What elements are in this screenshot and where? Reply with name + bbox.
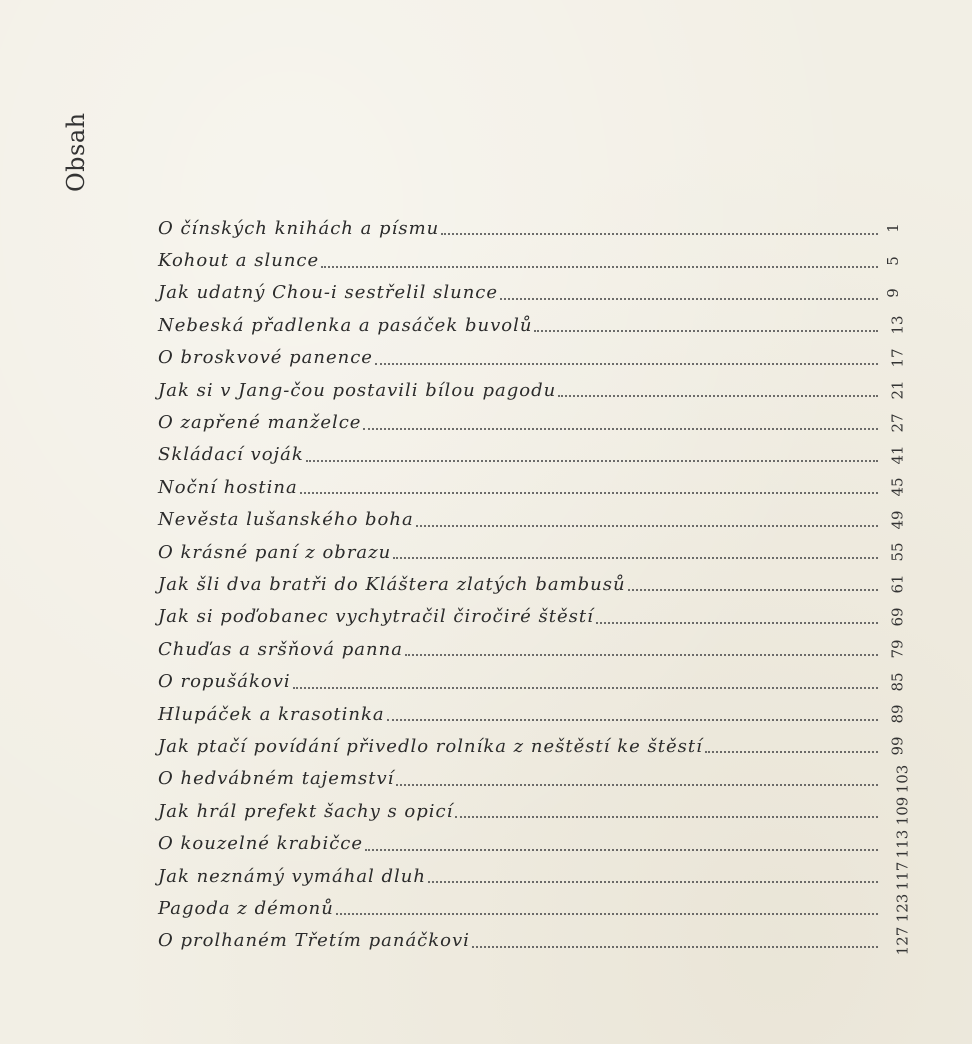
dot-leader [405,654,878,656]
dot-leader [387,719,878,721]
dot-leader [628,589,878,591]
toc-row [158,860,912,892]
toc-row [158,277,902,309]
toc-entry-title: Jak ptačí povídání přivedlo rolníka z neštěstí ke štěstí [158,735,703,757]
toc-page-number: 113 [893,829,912,858]
page-title: Obsah [62,112,90,192]
toc-entry-title: Pagoda z démonů [158,897,334,919]
toc-entry-title: Chuďas a sršňová panna [158,638,403,660]
dot-leader [455,816,878,818]
toc-entry-title: O kouzelné krabičce [158,833,364,855]
dot-leader [363,428,878,430]
toc-row [158,244,902,276]
toc-row [158,763,912,795]
toc-entry-title: O zapřené manželce [158,412,362,434]
toc-page-number: 103 [893,764,912,794]
table-of-contents [158,212,912,957]
toc-entry-title: O broskvové panence [158,347,373,369]
toc-page-number: 17 [888,348,907,368]
toc-page-number: 109 [893,796,912,826]
toc-page-number: 13 [888,315,907,335]
toc-row [158,374,907,406]
dot-leader [558,395,878,397]
toc-page-number: 21 [888,380,907,400]
toc-page-number: 99 [888,736,907,756]
toc-row [158,827,912,859]
toc-row [158,730,907,762]
toc-entry-title: Nevěsta lušanského boha [158,509,414,531]
toc-row [158,698,907,730]
toc-entry-title: Jak udatný Chou-i sestřelil slunce [158,282,499,304]
dot-leader [300,492,878,494]
toc-page-number: 27 [888,412,907,433]
toc-row [158,406,907,438]
dot-leader [500,298,878,300]
toc-row [158,795,912,827]
toc-entry-title: Noční hostina [158,476,298,498]
toc-entry-title: Nebeská přadlenka a pasáček buvolů [158,314,533,336]
toc-page-number: 9 [883,288,902,298]
toc-row [158,309,907,341]
dot-leader [472,946,878,948]
toc-row [158,536,907,568]
dot-leader [534,330,878,332]
dot-leader [393,557,878,559]
toc-row [158,471,907,503]
toc-entry-title: O ropušákovi [158,671,291,693]
dot-leader [293,687,878,689]
dot-leader [321,266,878,268]
dot-leader [441,233,878,235]
toc-row [158,892,912,924]
toc-page-number: 85 [888,672,907,692]
toc-row [158,212,902,244]
toc-page-number: 61 [888,574,907,595]
toc-page-number: 89 [888,704,907,724]
toc-entry-title: Skládací voják [158,444,304,466]
toc-entry-title: O čínských knihách a písmu [158,217,440,239]
toc-page-number: 1 [883,223,902,233]
toc-entry-title: Hlupáček a krasotinka [158,703,385,725]
toc-entry-title: O prolhaném Třetím panáčkovi [158,930,470,952]
dot-leader [596,622,878,624]
toc-page-number: 117 [893,861,912,891]
toc-row [158,665,907,697]
toc-entry-title: O krásné paní z obrazu [158,541,392,563]
toc-entry-title: Jak šli dva bratři do Kláštera zlatých bambusů [158,573,626,595]
dot-leader [365,849,878,851]
toc-page-number: 55 [888,542,907,562]
dot-leader [428,881,878,883]
toc-page-number: 41 [888,445,907,465]
toc-page-number: 49 [888,510,907,530]
toc-page-number: 127 [893,926,912,956]
toc-page-number: 45 [888,477,907,497]
toc-row [158,568,907,600]
dot-leader [416,525,878,527]
dot-leader [396,784,878,786]
dot-leader [336,913,878,915]
toc-row [158,601,907,633]
dot-leader [375,363,878,365]
toc-row [158,439,907,471]
toc-entry-title: Kohout a slunce [158,250,320,272]
toc-entry-title: Jak hrál prefekt šachy s opicí [158,800,454,822]
toc-entry-title: Jak si v Jang-čou postavili bílou pagodu [158,379,557,401]
toc-page-number: 123 [893,894,912,923]
toc-row [158,342,907,374]
toc-entry-title: O hedvábném tajemství [158,768,395,790]
dot-leader [705,751,878,753]
toc-page-number: 69 [888,607,907,627]
toc-row [158,925,912,957]
dot-leader [306,460,878,462]
toc-entry-title: Jak si poďobanec vychytračil čiročiré štěstí [158,606,594,628]
toc-row [158,504,907,536]
toc-row [158,633,907,665]
toc-page-number: 5 [883,255,902,266]
toc-page-number: 79 [888,639,907,659]
toc-entry-title: Jak neznámý vymáhal dluh [158,865,426,887]
